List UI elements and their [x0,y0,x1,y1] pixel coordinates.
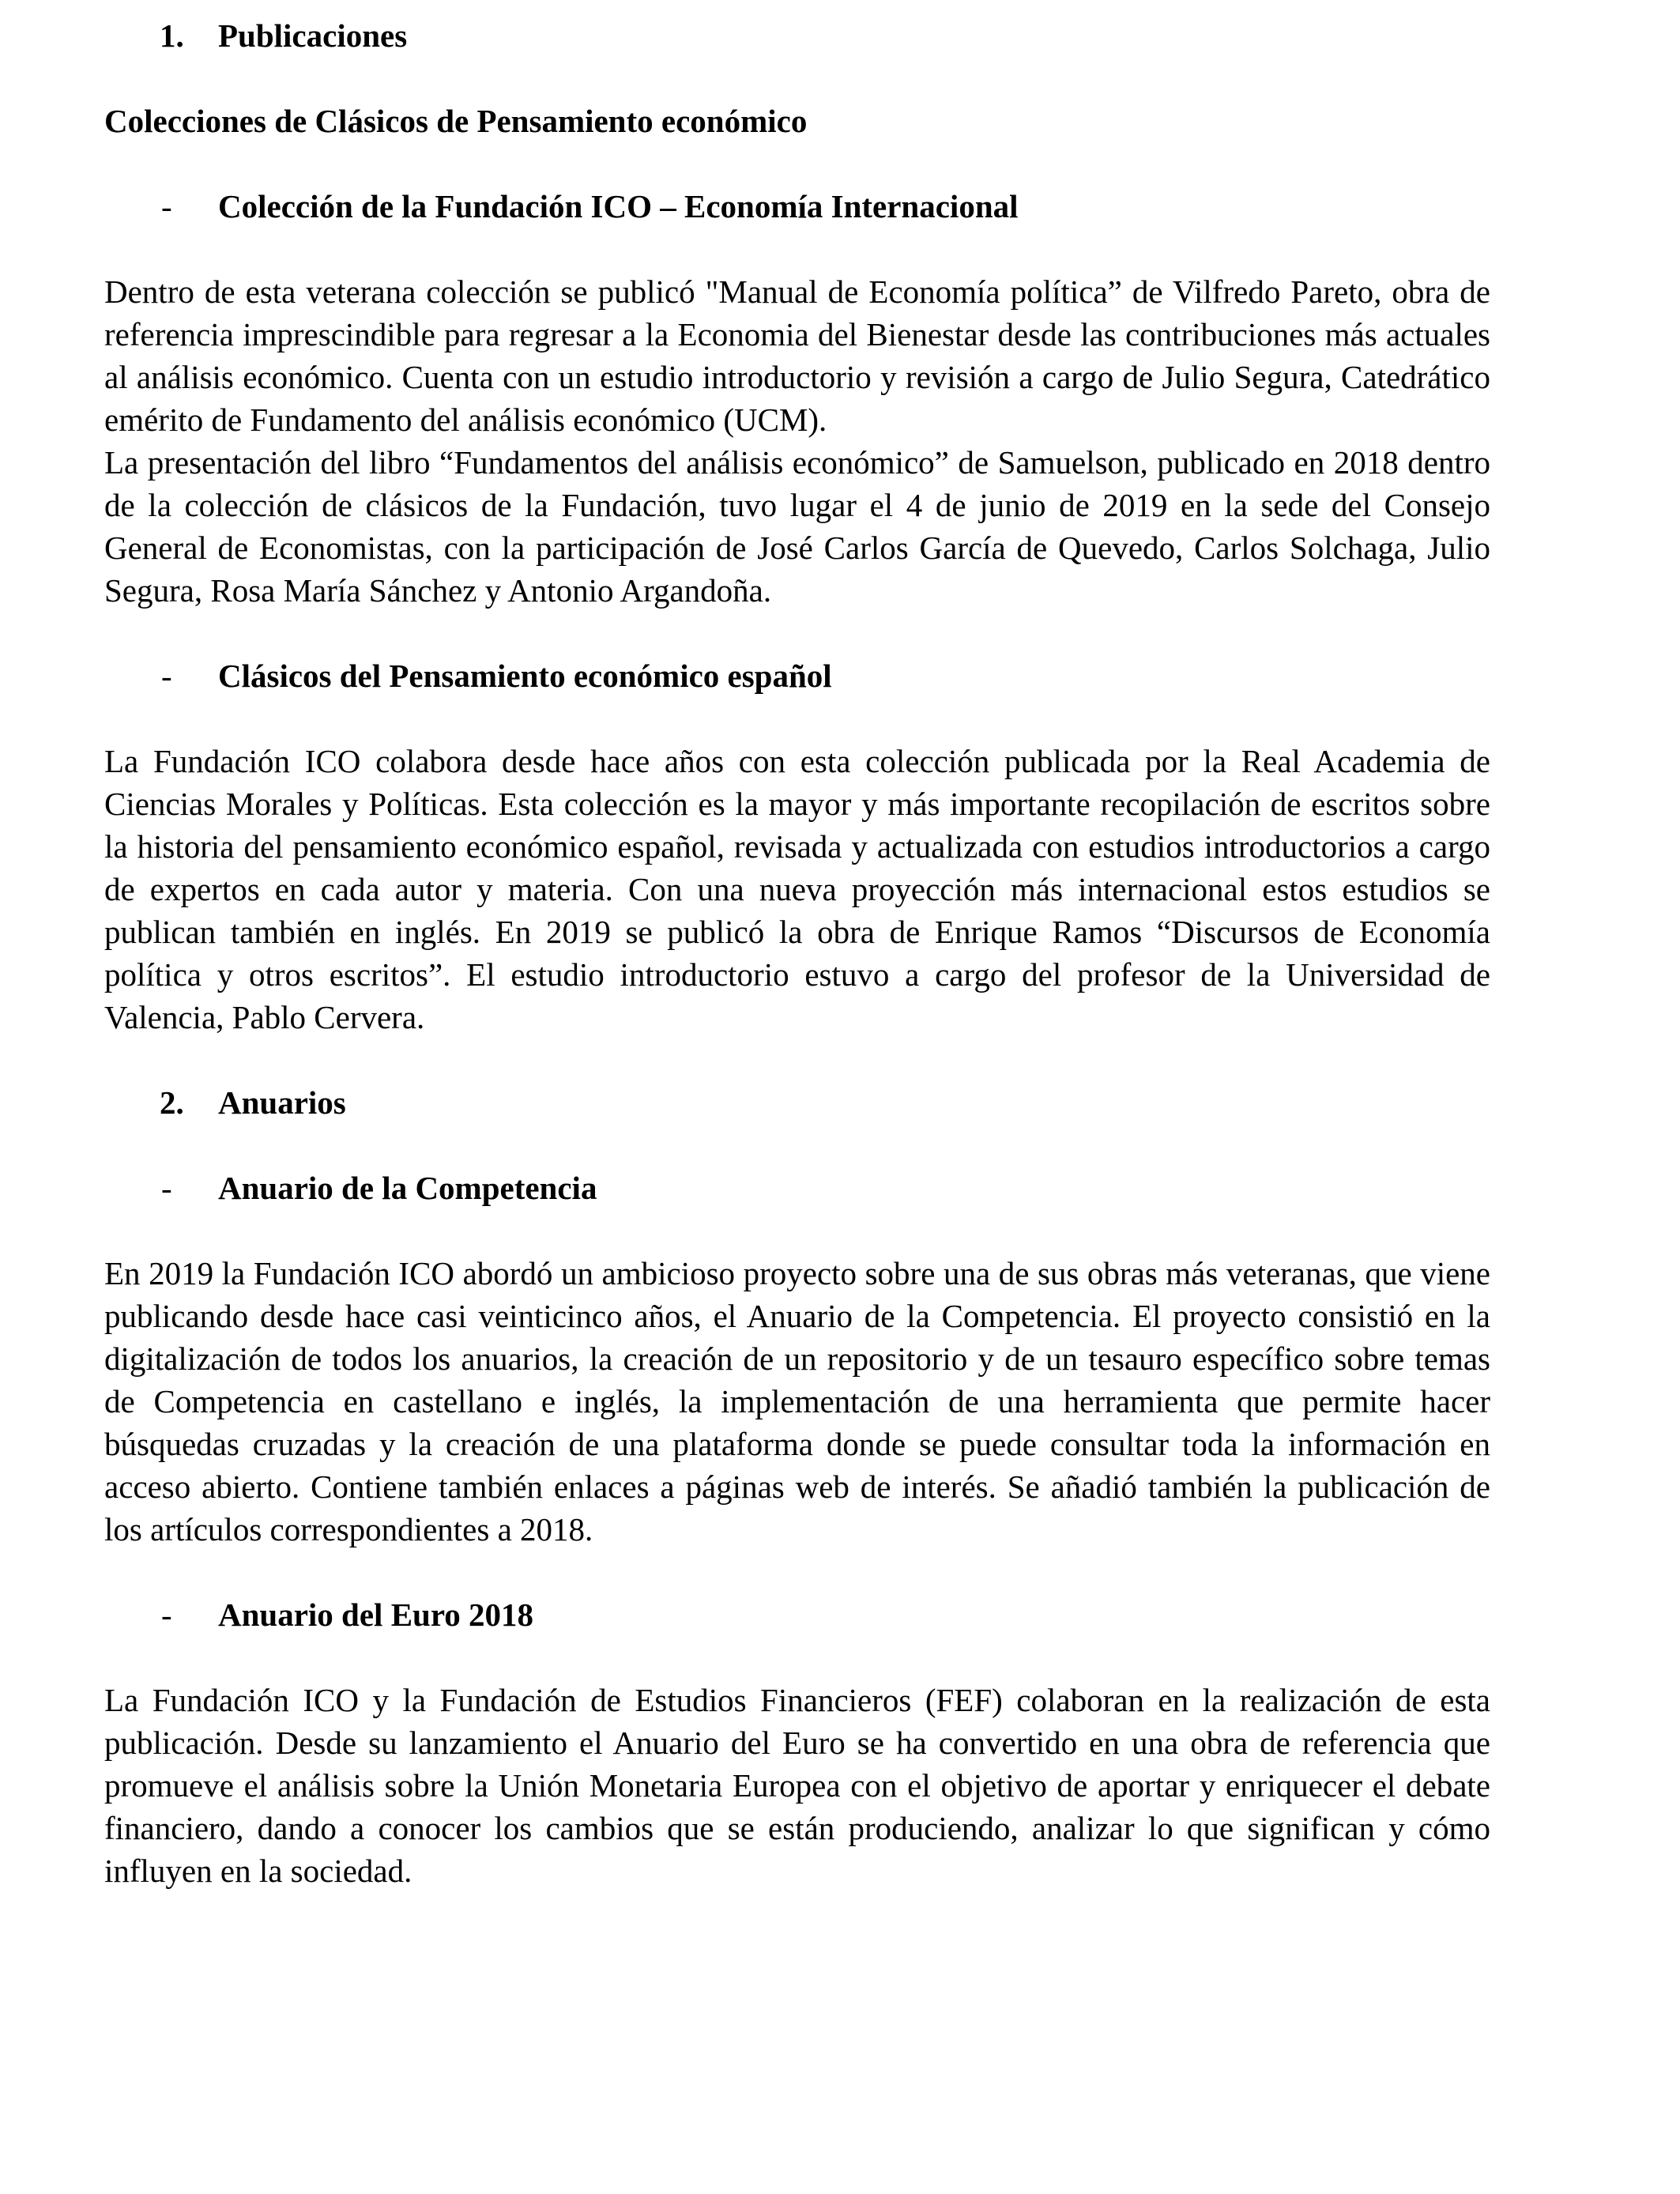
paragraph-anuario-competencia: En 2019 la Fundación ICO abordó un ambicioso proyecto sobre una de sus obras más veteranas, que viene publicando desde hace casi veinticinco años, el Anuario de la Competencia. El proyecto consistió en la digitalización de todos los anuarios, la creación de un repositorio y de un tesauro específico sobre temas de Competencia en castellano e inglés, la implementación de una herramienta que permite hacer búsquedas cruzadas y la creación de una plataforma donde se puede consultar toda la información en acceso abierto. Contiene también enlaces a páginas web de interés. Se añadió también la publicación de los artículos correspondientes a 2018. [104,1255,1490,1547]
subheading-title: Anuario del Euro 2018 [218,1596,534,1633]
paragraph-pareto: Dentro de esta veterana colección se publicó "Manual de Economía política” de Vilfredo Pareto, obra de referencia imprescindible para regresar a la Economia del Bienestar desde las contribuciones más actuales al análisis económico. Cuenta con un estudio introductorio y revisión a cargo de Julio Segura, Catedrático emérito de Fundamento del análisis económico (UCM). [104,273,1490,438]
section-title: Publicaciones [218,17,408,54]
collections-heading: Colecciones de Clásicos de Pensamiento económico [104,103,808,139]
section-number: 2. [160,1084,184,1121]
list-dash: - [161,1170,172,1206]
subheading-title: Anuario de la Competencia [218,1170,597,1206]
section-heading-publicaciones [104,14,1490,57]
list-dash: - [161,658,172,694]
section-number: 1. [160,17,184,54]
subheading-coleccion-ico [104,185,1490,228]
paragraph-samuelson: La presentación del libro “Fundamentos del análisis económico” de Samuelson, publicado en 2018 dentro de la colección de clásicos de la Fundación, tuvo lugar el 4 de junio de 2019 en la sede del Consejo General de Economistas, con la participación de José Carlos García de Quevedo, Carlos Solchaga, Julio Segura, Rosa María Sánchez y Antonio Argandoña. [104,444,1490,609]
list-dash: - [161,1596,172,1633]
section-title: Anuarios [218,1084,346,1121]
subheading-clasicos-espanol [104,654,1490,697]
subheading-title: Clásicos del Pensamiento económico español [218,658,832,694]
list-dash: - [161,188,172,224]
section-heading-anuarios [104,1081,1490,1124]
subheading-anuario-competencia [104,1167,1490,1209]
paragraph-anuario-euro: La Fundación ICO y la Fundación de Estudios Financieros (FEF) colaboran en la realización de esta publicación. Desde su lanzamiento el Anuario del Euro se ha convertido en una obra de referencia que promueve el análisis sobre la Unión Monetaria Europea con el objetivo de aportar y enriquecer el debate financiero, dando a conocer los cambios que se están produciendo, analizar lo que significan y cómo influyen en la sociedad. [104,1682,1490,1889]
paragraph-clasicos-espanol: La Fundación ICO colabora desde hace años con esta colección publicada por la Real Academia de Ciencias Morales y Políticas. Esta colección es la mayor y más importante recopilación de escritos sobre la historia del pensamiento económico español, revisada y actualizada con estudios introductorios a cargo de expertos en cada autor y materia. Con una nueva proyección más internacional estos estudios se publican también en inglés. En 2019 se publicó la obra de Enrique Ramos “Discursos de Economía política y otros escritos”. El estudio introductorio estuvo a cargo del profesor de la Universidad de Valencia, Pablo Cervera. [104,743,1490,1035]
subheading-anuario-euro [104,1593,1490,1636]
subheading-title: Colección de la Fundación ICO – Economía Internacional [218,188,1019,224]
